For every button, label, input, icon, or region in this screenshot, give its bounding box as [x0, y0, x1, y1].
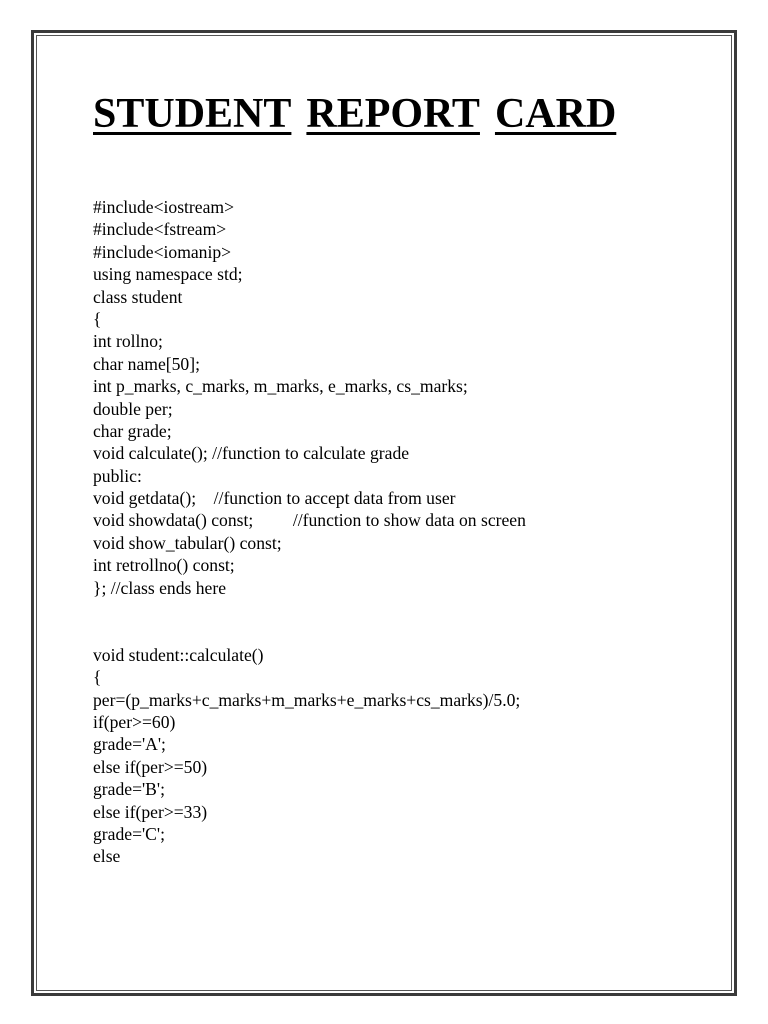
code-line: void getdata(); //function to accept data from user [93, 488, 456, 509]
code-line: }; //class ends here [93, 577, 227, 598]
code-line: grade='A'; [93, 734, 166, 755]
code-line [93, 599, 526, 621]
code-line: char name[50]; [93, 353, 200, 374]
code-line: else [93, 846, 121, 867]
code-line: using namespace std; [93, 264, 243, 285]
code-line: double per; [93, 398, 173, 419]
document-title [93, 88, 616, 140]
code-line: int p_marks, c_marks, m_marks, e_marks, cs_marks; [93, 376, 468, 397]
code-line: else if(per>=33) [93, 801, 208, 822]
code-line: void show_tabular() const; [93, 532, 282, 553]
code-line: class student [93, 286, 183, 307]
title-word-report: REPORT [306, 91, 480, 137]
code-line [93, 621, 526, 643]
code-line: public: [93, 465, 142, 486]
code-line: int rollno; [93, 331, 163, 352]
title-word-student: STUDENT [93, 91, 292, 137]
code-line: void calculate(); //function to calculate grade [93, 443, 410, 464]
code-line: { [93, 667, 102, 688]
code-line: else if(per>=50) [93, 756, 208, 777]
code-line: #include<iomanip> [93, 241, 232, 262]
code-line: if(per>=60) [93, 711, 176, 732]
code-line: int retrollno() const; [93, 555, 235, 576]
code-block [93, 196, 526, 868]
code-line: #include<fstream> [93, 219, 227, 240]
code-line: #include<iostream> [93, 197, 235, 217]
code-line: per=(p_marks+c_marks+m_marks+e_marks+cs_marks)/5.0; [93, 689, 521, 710]
code-line: { [93, 308, 102, 329]
code-line: grade='C'; [93, 823, 165, 844]
code-line: char grade; [93, 420, 172, 441]
code-line: void student::calculate() [93, 644, 264, 665]
code-line: void showdata() const; //function to show data on screen [93, 510, 526, 531]
code-line: grade='B'; [93, 779, 165, 800]
title-word-card: CARD [494, 91, 617, 137]
